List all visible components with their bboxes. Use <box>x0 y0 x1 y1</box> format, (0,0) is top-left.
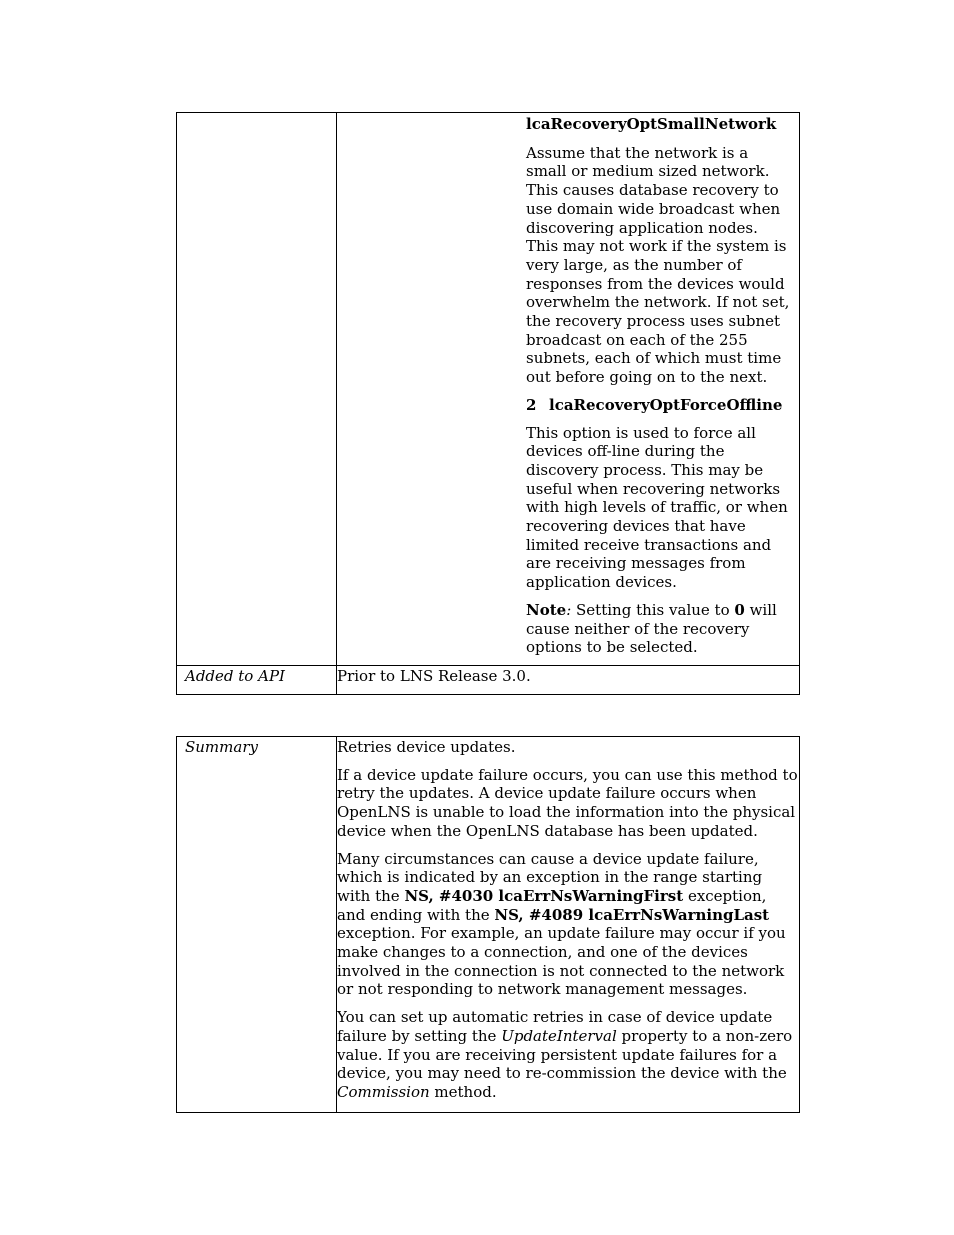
note-colon: : <box>566 600 572 619</box>
exception-ref-last: NS, #4089 lcaErrNsWarningLast <box>494 905 770 924</box>
table-row <box>177 737 800 1113</box>
summary-paragraph-3: Many circumstances can cause a device update failure, which is indicated by an exception in the range starting with the NS, #4030 lcaErrNsWarningFirst exception, and ending with the NS, #4089 lcaErrNsWarningLast exception. For example, an update failure may occur if you make changes to a connection, and one of the devices involved in the connection is not connected to the network or not responding to network management messages. <box>337 849 786 999</box>
option-heading-small-network: lcaRecoveryOptSmallNetwork <box>526 115 777 133</box>
summary-paragraph-4: You can set up automatic retries in case of device update failure by setting the UpdateInterval property to a non-zero value. If you are receiving persistent update failures for a device, you may need to re-commission the device with the Commission method. <box>337 1008 793 1101</box>
content-cell <box>337 113 800 666</box>
added-to-api-value: Prior to LNS Release 3.0. <box>337 665 800 694</box>
property-ref-update-interval: UpdateInterval <box>501 1026 617 1045</box>
options-block <box>337 115 799 657</box>
summary-paragraph-2: If a device update failure occurs, you can use this method to retry the updates. A device update failure occurs when OpenLNS is unable to load the information into the physical device when the OpenLNS database has been updated. <box>337 765 798 840</box>
option-description-force-offline: This option is used to force all devices off-line during the discovery process. This may be useful when recovering networks with high levels of traffic, or when recovering devices that have limited receive transactions and are receiving messages from application devices. <box>526 423 788 592</box>
summary-paragraph-1: Retries device updates. <box>337 738 516 756</box>
recovery-options-table <box>176 112 800 695</box>
note-label: Note <box>526 600 567 619</box>
option-number: 2 <box>526 395 537 414</box>
note-value: 0 <box>734 600 745 619</box>
note-text-b: will cause neither of the recovery options to be selected. <box>526 600 777 657</box>
added-to-api-label: Added to API <box>185 666 285 685</box>
exception-ref-first: NS, #4030 lcaErrNsWarningFirst <box>404 886 684 905</box>
option-heading-force-offline: lcaRecoveryOptForceOffline <box>549 395 783 414</box>
option-description-small-network: Assume that the network is a small or medium sized network. This causes database recovery to use domain wide broadcast when discovering application nodes. This may not work if the system is very large, as the number of responses from the devices would overwhelm the network. If not set, the recovery process uses subnet broadcast on each of the 255 subnets, each of which must time out before going on to the next. <box>526 143 790 387</box>
summary-label: Summary <box>185 738 258 756</box>
table-row <box>177 665 800 694</box>
table-row <box>177 113 800 666</box>
label-cell-empty <box>177 113 337 666</box>
summary-table <box>176 736 800 1113</box>
summary-content <box>337 737 800 1113</box>
note-text-a: Setting this value to <box>571 600 735 619</box>
label-cell <box>177 737 337 1113</box>
method-ref-commission: Commission <box>337 1082 430 1101</box>
label-cell <box>177 665 337 694</box>
note-paragraph <box>526 601 791 657</box>
